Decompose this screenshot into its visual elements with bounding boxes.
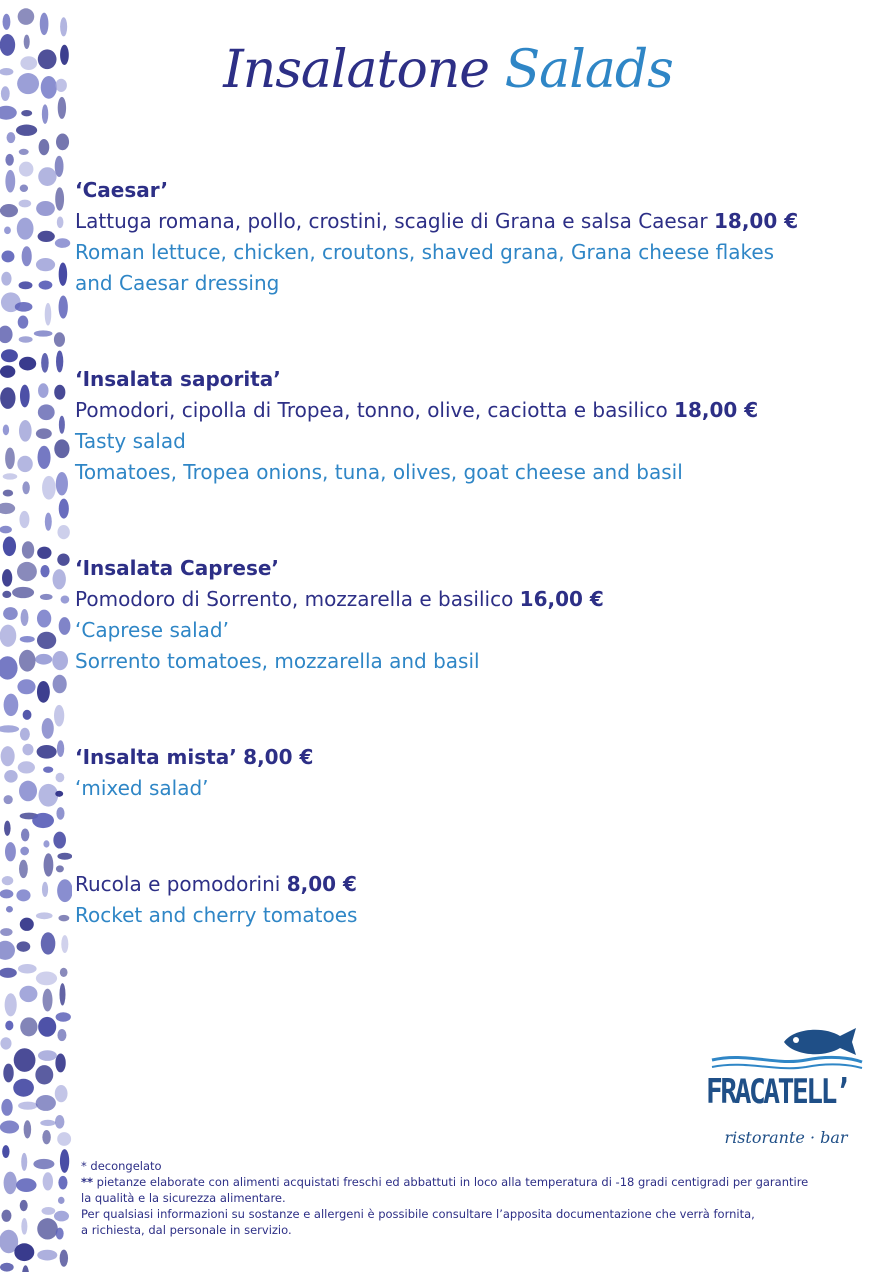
item-price: 18,00 € bbox=[674, 398, 759, 422]
item-english-description: Sorrento tomatoes, mozzarella and basil bbox=[75, 649, 480, 673]
item-italian-description: Lattuga romana, pollo, crostini, scaglie di Grana e salsa Caesar 18,00 € bbox=[75, 209, 799, 233]
item-price: 18,00 € bbox=[713, 209, 799, 233]
menu-item-rucola bbox=[75, 869, 835, 931]
menu-item-insalata-saporita bbox=[75, 364, 835, 488]
footnote-allergens: Per qualsiasi informazioni su sostanze e allergeni è possibile consultare l’apposita documentazione che verrà fornita, bbox=[81, 1207, 755, 1221]
footnote-blast-chilled: ** pietanze elaborate con alimenti acquistati freschi ed abbattuti in loco alla temperatura di -18 gradi centigradi per garantire bbox=[81, 1175, 809, 1189]
item-english-description: Rocket and cherry tomatoes bbox=[75, 903, 358, 927]
item-italian-description: Rucola e pomodorini 8,00 € bbox=[75, 872, 357, 896]
item-english-name: Tasty salad bbox=[75, 429, 186, 453]
footnotes bbox=[81, 1158, 871, 1238]
item-name: ‘Insalta mista’ bbox=[75, 745, 237, 769]
item-name: ‘Insalata saporita’ bbox=[75, 367, 281, 391]
item-english-name: ‘Caprese salad’ bbox=[75, 618, 229, 642]
footnote-line: la qualità e la sicurezza alimentare. bbox=[81, 1191, 286, 1205]
item-english-description: Tomatoes, Tropea onions, tuna, olives, goat cheese and basil bbox=[75, 460, 683, 484]
menu-item-insalata-caprese bbox=[75, 553, 835, 677]
title-italian: Insalatone bbox=[223, 40, 490, 100]
footnote-frozen: * decongelato bbox=[81, 1159, 162, 1173]
item-price: 8,00 € bbox=[286, 872, 357, 896]
watercolor-border bbox=[0, 0, 72, 1272]
item-price: 8,00 € bbox=[243, 745, 314, 769]
item-price: 16,00 € bbox=[519, 587, 604, 611]
logo-name: FRACATELL’ bbox=[706, 1072, 850, 1112]
item-italian-description: Pomodori, cipolla di Tropea, tonno, olive, caciotta e basilico 18,00 € bbox=[75, 398, 759, 422]
item-english-description: and Caesar dressing bbox=[75, 271, 280, 295]
item-italian-description: Pomodoro di Sorrento, mozzarella e basilico 16,00 € bbox=[75, 587, 604, 611]
page-title bbox=[0, 40, 896, 100]
item-title-line bbox=[75, 742, 835, 773]
item-name: ‘Insalata Caprese’ bbox=[75, 556, 280, 580]
title-english: Salads bbox=[504, 40, 673, 100]
menu-item-insalata-mista bbox=[75, 742, 835, 804]
menu-item-caesar bbox=[75, 175, 835, 299]
restaurant-logo bbox=[706, 1022, 866, 1152]
fish-icon bbox=[706, 1022, 866, 1072]
logo-subtitle: ristorante · bar bbox=[724, 1128, 848, 1147]
item-english-name: ‘mixed salad’ bbox=[75, 776, 209, 800]
item-name: ‘Caesar’ bbox=[75, 178, 169, 202]
footnote-line: a richiesta, dal personale in servizio. bbox=[81, 1223, 292, 1237]
item-english-description: Roman lettuce, chicken, croutons, shaved grana, Grana cheese flakes bbox=[75, 240, 775, 264]
